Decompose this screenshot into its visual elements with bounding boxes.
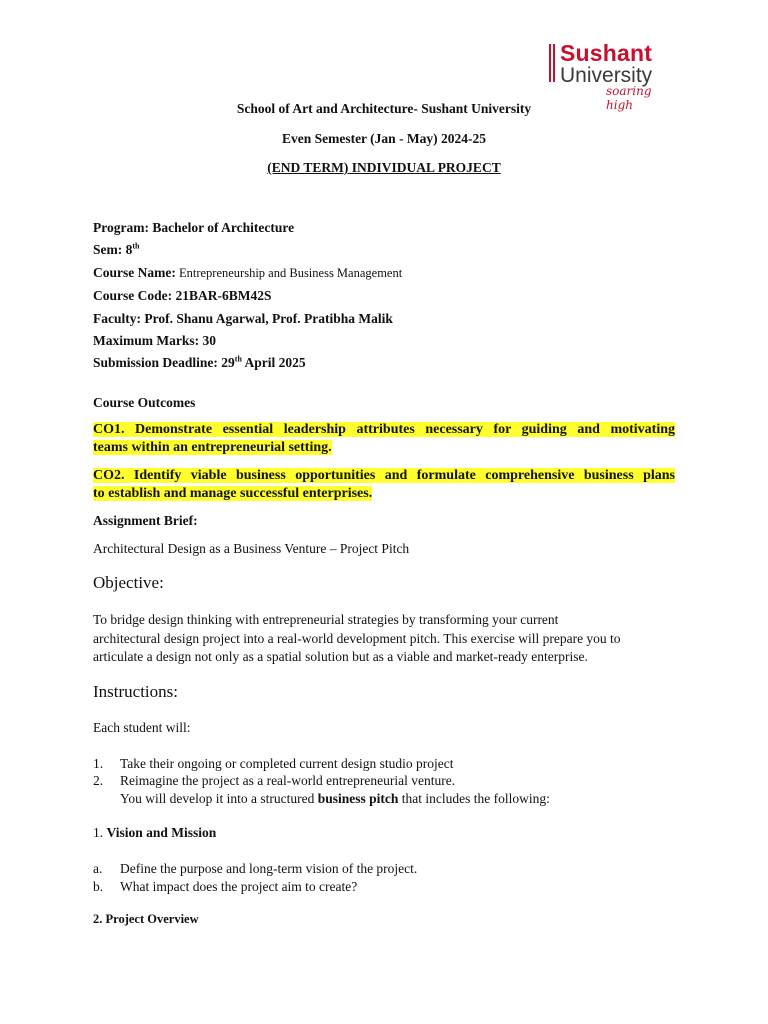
deadline-sup: th bbox=[234, 354, 242, 364]
instructions-heading: Instructions: bbox=[93, 682, 178, 701]
instruction-item bbox=[93, 772, 455, 789]
section1-item bbox=[93, 878, 357, 895]
sem-line bbox=[93, 241, 140, 258]
cont-bold: business pitch bbox=[317, 791, 399, 806]
objective-line3: articulate a design not only as a spatial solution but as a viable and market-ready enterprise. bbox=[93, 649, 588, 664]
co2-line2 bbox=[93, 485, 675, 503]
co1-line2-text: teams within an entrepreneurial setting. bbox=[93, 440, 332, 455]
deadline-line bbox=[93, 354, 306, 371]
semester-title: Even Semester (Jan - May) 2024-25 bbox=[281, 131, 487, 146]
co2-line1-text: CO2. Identify viable business opportunities and formulate comprehensive business plans bbox=[93, 468, 675, 483]
instruction-marker: 1. bbox=[93, 756, 104, 771]
project-title bbox=[0, 160, 768, 176]
deadline-prefix: Submission Deadline: 29 bbox=[93, 355, 235, 370]
university-logo bbox=[548, 40, 678, 112]
co1-line1-text: CO1. Demonstrate essential leadership attributes necessary for guiding and motivating bbox=[93, 422, 675, 437]
objective-line1: To bridge design thinking with entrepreneurial strategies by transforming your current bbox=[93, 612, 559, 627]
deadline-suffix: April 2025 bbox=[241, 355, 306, 370]
school-title: School of Art and Architecture- Sushant University bbox=[236, 101, 532, 116]
course-name-line bbox=[93, 264, 402, 282]
logo-bars-icon bbox=[548, 44, 556, 82]
section2-heading: 2. Project Overview bbox=[93, 912, 199, 926]
faculty-line: Faculty: Prof. Shanu Agarwal, Prof. Pratibha Malik bbox=[93, 311, 393, 326]
objective-heading: Objective: bbox=[93, 573, 164, 592]
logo-line1: Sushant bbox=[560, 40, 653, 66]
cont-prefix: You will develop it into a structured bbox=[120, 791, 318, 806]
co2-line2-text: to establish and manage successful enterprises. bbox=[93, 486, 373, 501]
course-code-line: Course Code: 21BAR-6BM42S bbox=[93, 288, 272, 303]
sem-sup: th bbox=[132, 241, 140, 251]
max-marks-line: Maximum Marks: 30 bbox=[93, 333, 216, 348]
co1-line1 bbox=[93, 421, 675, 439]
section1-title: Vision and Mission bbox=[106, 825, 217, 840]
instruction-text: Reimagine the project as a real-world entrepreneurial venture. bbox=[120, 773, 456, 788]
sem-label: Sem: 8 bbox=[93, 242, 133, 257]
instructions-intro: Each student will: bbox=[93, 720, 191, 735]
instruction-text: Take their ongoing or completed current design studio project bbox=[120, 756, 454, 771]
project-title-text: (END TERM) INDIVIDUAL PROJECT bbox=[267, 160, 501, 175]
program-line: Program: Bachelor of Architecture bbox=[93, 220, 295, 235]
logo-line2: University bbox=[560, 64, 653, 87]
logo-tagline: soaring high bbox=[606, 84, 652, 112]
instruction-item bbox=[93, 755, 453, 772]
section1-marker: a. bbox=[93, 861, 103, 876]
section1-heading bbox=[93, 824, 216, 841]
instruction-marker: 2. bbox=[93, 773, 104, 788]
section1-text: What impact does the project aim to create? bbox=[120, 879, 358, 894]
brief-text: Architectural Design as a Business Venture – Project Pitch bbox=[93, 541, 410, 556]
co1-line2 bbox=[93, 439, 675, 457]
course-name-value: Entrepreneurship and Business Management bbox=[175, 266, 403, 280]
course-name-label: Course Name: bbox=[93, 265, 176, 280]
brief-title: Assignment Brief: bbox=[93, 513, 198, 528]
objective-line2: architectural design project into a real-world development pitch. This exercise will prepare you to bbox=[93, 630, 621, 646]
objective-paragraph bbox=[93, 611, 683, 667]
section1-text: Define the purpose and long-term vision of the project. bbox=[120, 861, 418, 876]
section1-number: 1. bbox=[93, 825, 107, 840]
instruction-continuation bbox=[120, 790, 550, 807]
section1-marker: b. bbox=[93, 879, 104, 894]
outcomes-title: Course Outcomes bbox=[93, 395, 196, 410]
co2-line1 bbox=[93, 467, 675, 485]
cont-suffix: that includes the following: bbox=[398, 791, 550, 806]
section1-item bbox=[93, 860, 417, 877]
